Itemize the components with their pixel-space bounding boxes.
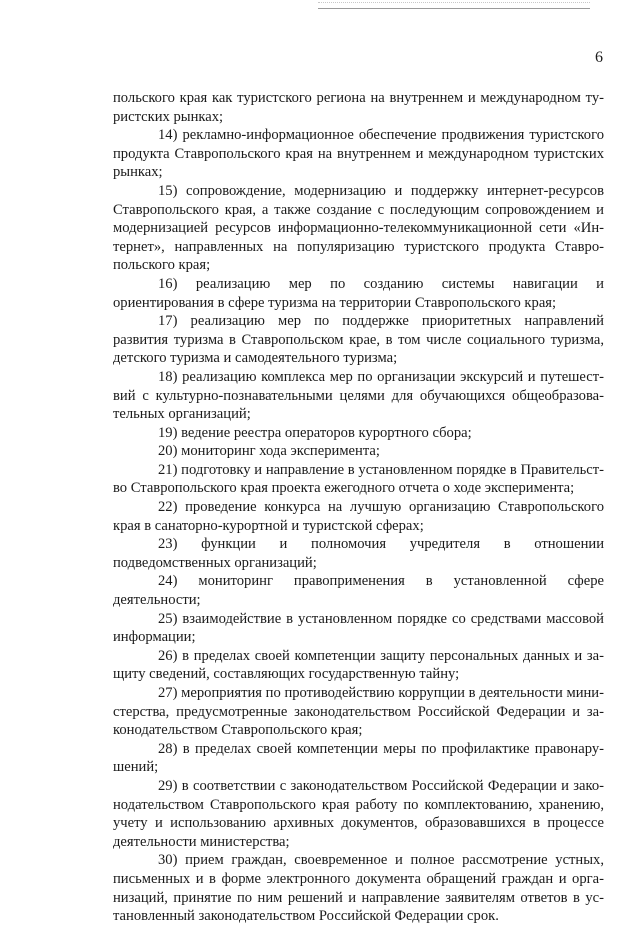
list-item-25: 25) взаимодействие в установленном порядке со средствами массовой информации; [113, 610, 604, 646]
list-item-24: 24) мониторинг правоприменения в установленной сфере деятельности; [113, 573, 604, 609]
list-item-28: 28) в пределах своей компетенции меры по профилактике правонарушений; [113, 740, 604, 776]
list-item-14: 14) рекламно-информационное обеспечение продвижения туристского продукта Ставропольского края на внутреннем и международном туристских рынках; [113, 127, 604, 181]
list-item-16: 16) реализацию мер по созданию системы навигации и ориентирования в сфере туризма на территории Ставропольского края; [113, 275, 604, 311]
page-number: 6 [595, 49, 603, 66]
list-item-27: 27) мероприятия по противодействию коррупции в деятельности министерства, предусмотренные законодательством Российской Федерации и законодательством Ставропольского края; [113, 685, 604, 739]
paragraph-continuation: польского края как туристского региона на внутреннем и международном туристских рынках; [113, 90, 604, 125]
list-item-23: 23) функции и полномочия учредителя в отношении подведомственных организаций; [113, 536, 604, 571]
list-item-17: 17) реализацию мер по поддержке приоритетных направлений развития туризма в Ставропольском крае, в том числе социального туризма, детского туризма и самодеятельного туризма; [113, 313, 604, 367]
header-rule [318, 8, 590, 9]
list-item-30: 30) прием граждан, своевременное и полное рассмотрение устных, письменных и в форме электронного документа обращений граждан и организаций, принятие по ним решений и направление заявителям ответов в установленный законодательством Российской Федерации срок. [113, 852, 604, 925]
list-item-18: 18) реализацию комплекса мер по организации экскурсий и путешествий с культурно-познавательными целями для обучающихся общеобразовательных организаций; [113, 368, 604, 423]
list-item-29: 29) в соответствии с законодательством Российской Федерации и законодательством Ставропольского края работу по комплектованию, хранению, учету и использованию архивных документов, образовавшихся в процессе деятельности министерства; [113, 777, 604, 850]
list-item-22: 22) проведение конкурса на лучшую организацию Ставропольского края в санаторно-курортной и туристской сферах; [113, 499, 604, 534]
list-item-15: 15) сопровождение, модернизацию и поддержку интернет-ресурсов Ставропольского края, а также создание с последующим сопровождением и модернизацией ресурсов информационно-телекоммуникационной сети «Интернет», направленных на популяризацию туристского продукта Ставропольского края; [113, 182, 604, 274]
document-body [113, 89, 604, 926]
list-item-21: 21) подготовку и направление в установленном порядке в Правительство Ставропольского края проекта ежегодного отчета о ходе эксперимента; [113, 461, 604, 497]
list-item-20: 20) мониторинг хода эксперимента; [158, 443, 380, 460]
list-item-26: 26) в пределах своей компетенции защиту персональных данных и защиту сведений, составляющих государственную тайну; [113, 647, 604, 683]
header-dotted-rule [318, 2, 590, 3]
list-item-19: 19) ведение реестра операторов курортного сбора; [158, 424, 472, 441]
